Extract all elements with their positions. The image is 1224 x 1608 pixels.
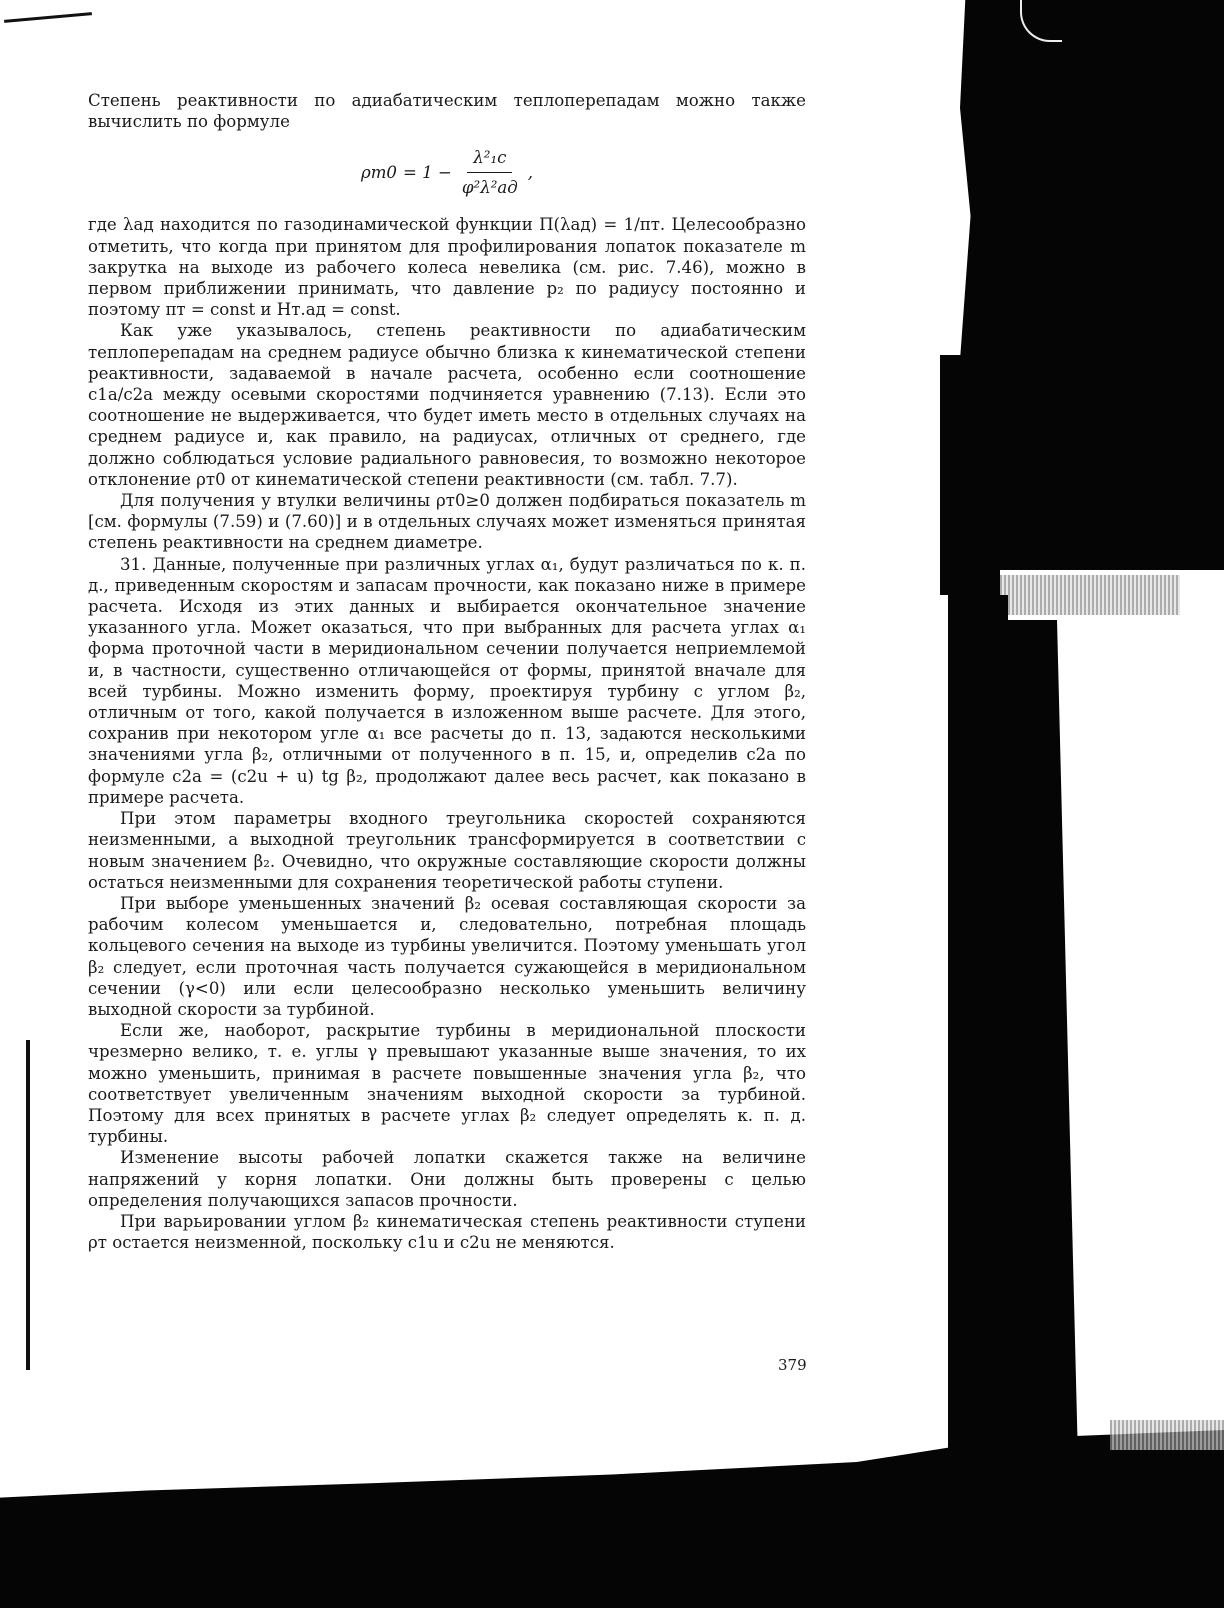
paragraph: 31. Данные, полученные при различных углах α₁, будут различаться по к. п. д., приведенным скоростям и запасам прочности, как показано ниже в примере расчета. Исходя из этих данных и выбирается окончательное значение указанного угла. Может оказаться, что при выбранных для расчета углах α₁ форма проточной части в меридиональном сечении получается неприемлемой и, в частности, существенно отличающейся от формы, принятой вначале для всей турбины. Можно изменить форму, проектируя турбину с углом β₂, отличным от того, какой получается в изложенном выше расчете. Для этого, сохранив при некотором угле α₁ все расчеты до п. 13, задаются несколькими значениями угла β₂, отличными от полученного в п. 15, и, определив c2a по формуле c2a = (c2u + u) tg β₂, продолжают далее весь расчет, как показано в примере расчета. <box>88 554 806 807</box>
paragraph: где λад находится по газодинамической функции Π(λад) = 1/πт. Целесообразно отметить, что когда при принятом для профилирования лопаток показателе m закрутка на выходе из рабочего колеса невелика (см. рис. 7.46), можно в первом приближении принимать, что давление p₂ по радиусу постоянно и поэтому πт = const и Hт.ад = const. <box>88 215 806 320</box>
paragraph: При этом параметры входного треугольника скоростей сохраняются неизменными, а выходной треугольник трансформируется в соответствии с новым значением β₂. Очевидно, что окружные составляющие скорости должны остаться неизменными для сохранения теоретической работы ступени. <box>88 809 806 892</box>
scan-dark-right-lower-2 <box>1008 620 1078 1460</box>
formula-numerator: λ²₁c <box>467 147 512 173</box>
scan-dark-bottom <box>0 1430 1224 1608</box>
formula-trailing: , <box>527 162 534 182</box>
paragraph: При выборе уменьшенных значений β₂ осевая составляющая скорости за рабочим колесом уменьшается и, следовательно, потребная площадь кольцевого сечения на выходе из турбины увеличится. Поэтому уменьшать угол β₂ следует, если проточная часть получается сужающейся в меридиональном сечении (γ<0) или если целесообразно несколько уменьшить величину выходной скорости за турбиной. <box>88 893 806 1019</box>
paragraph: Изменение высоты рабочей лопатки скажется также на величине напряжений у корня лопатки. Они должны быть проверены с целью определения получающихся запасов прочности. <box>88 1148 806 1210</box>
formula-equals: = 1 − <box>403 162 452 182</box>
scan-grey-right-edge <box>1110 1420 1224 1450</box>
scan-grey-strip <box>1000 575 1180 615</box>
scan-dark-right-band <box>990 360 1224 570</box>
formula-fraction <box>456 147 524 198</box>
formula-denominator: φ²λ²ад <box>461 177 518 197</box>
paragraph: Степень реактивности по адиабатическим теплоперепадам можно также вычислить по формуле <box>88 91 806 132</box>
paragraph: Для получения у втулки величины ρт0≥0 должен подбираться показатель m [см. формулы (7.59) и (7.60)] и в отдельных случаях может изменяться принятая степень реактивности на среднем диаметре. <box>88 491 806 553</box>
scan-dark-right-top <box>960 0 1224 360</box>
paragraph: Как уже указывалось, степень реактивности по адиабатическим теплоперепадам на среднем радиусе обычно близка к кинематической степени реактивности, задаваемой в начале расчета, особенно если соотношение c1a/c2a между осевыми скоростями подчиняется уравнению (7.13). Если это соотношение не выдерживается, что будет иметь место в отдельных случаях на среднем радиусе и, как правило, на радиусах, отличных от среднего, где должно соблюдаться условие радиального равновесия, то возможно некоторое отклонение ρт0 от кинематической степени реактивности (см. табл. 7.7). <box>88 321 806 489</box>
scan-dark-right-lower <box>948 595 1008 1475</box>
formula <box>88 136 806 208</box>
paragraph: При варьировании углом β₂ кинематическая степень реактивности ступени ρт остается неизменной, поскольку c1u и c2u не меняются. <box>88 1211 806 1253</box>
scan-mark-top-left <box>4 12 92 23</box>
scan-mark-left-edge <box>26 1040 30 1370</box>
page-number: 379 <box>778 1356 807 1374</box>
formula-lhs: ρт0 <box>360 162 397 182</box>
paragraph: Если же, наоборот, раскрытие турбины в меридиональной плоскости чрезмерно велико, т. е. углы γ превышают указанные выше значения, то их можно уменьшить, принимая в расчете повышенные значения угла β₂, что соответствует увеличенным значениям выходной скорости за турбиной. Поэтому для всех принятых в расчете углах β₂ следует определять к. п. д. турбины. <box>88 1021 806 1147</box>
page-body <box>88 90 806 1253</box>
